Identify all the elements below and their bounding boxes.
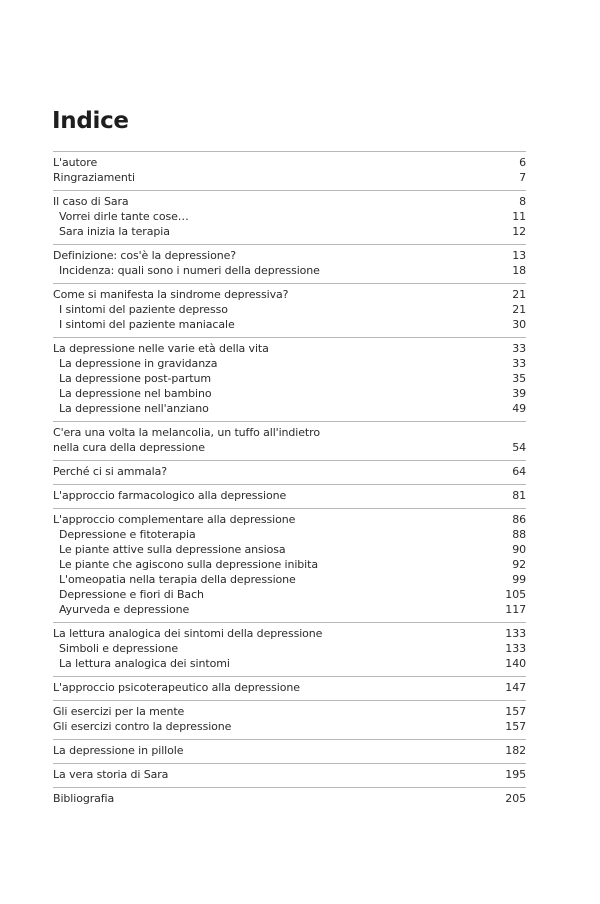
toc-page-number: 140: [505, 657, 526, 670]
toc-subentry: [53, 356, 526, 371]
toc-entry-title: La depressione in pillole: [53, 744, 184, 757]
toc-subentry: [53, 641, 526, 656]
toc-subentry: [53, 656, 526, 671]
toc-entry: [53, 194, 526, 209]
toc-page-number: 105: [505, 588, 526, 601]
toc-entry-title: I sintomi del paziente maniacale: [59, 318, 235, 331]
toc-page-number: 49: [512, 402, 526, 415]
toc-entry-title: Gli esercizi contro la depressione: [53, 720, 232, 733]
toc-subentry: [53, 371, 526, 386]
toc-entry-title: Come si manifesta la sindrome depressiva?: [53, 288, 289, 301]
toc-entry: [53, 791, 526, 806]
toc-page-number: 157: [505, 705, 526, 718]
toc-page-number: 13: [512, 249, 526, 262]
toc-entry-title: Simboli e depressione: [59, 642, 179, 655]
toc-entry: [53, 512, 526, 527]
toc-page-number: 21: [512, 288, 526, 301]
toc-entry-title: Vorrei dirle tante cose…: [59, 210, 189, 223]
toc-section: [53, 739, 526, 763]
page-title: Indice: [52, 108, 129, 134]
toc-page-number: 33: [512, 342, 526, 355]
toc-section: [53, 283, 526, 337]
toc-entry-title: Incidenza: quali sono i numeri della depressione: [59, 264, 320, 277]
toc-page-number: 81: [512, 489, 526, 502]
toc-entry-title: La vera storia di Sara: [53, 768, 169, 781]
toc-page-number: 147: [505, 681, 526, 694]
toc-subentry: [53, 224, 526, 239]
toc-section: [53, 460, 526, 484]
toc-entry-title: L'omeopatia nella terapia della depressione: [59, 573, 296, 586]
toc-subentry: [53, 542, 526, 557]
toc-section: [53, 337, 526, 421]
toc-page-number: 182: [505, 744, 526, 757]
toc-page-number: 7: [519, 171, 526, 184]
toc-subentry: [53, 587, 526, 602]
toc-entry: [53, 719, 526, 734]
toc-page-number: 54: [512, 441, 526, 454]
toc-entry-title: Le piante che agiscono sulla depressione inibita: [59, 558, 318, 571]
toc-page-number: 157: [505, 720, 526, 733]
toc-entry: [53, 743, 526, 758]
toc-entry-title: Gli esercizi per la mente: [53, 705, 185, 718]
toc-entry-title: Bibliografia: [53, 792, 115, 805]
toc-page-number: 35: [512, 372, 526, 385]
toc-entry-title: Le piante attive sulla depressione ansiosa: [59, 543, 286, 556]
toc-entry-title: La depressione nel bambino: [59, 387, 212, 400]
toc-page-number: 6: [519, 156, 526, 169]
toc-section: [53, 190, 526, 244]
toc-page-number: 195: [505, 768, 526, 781]
toc-entry: [53, 680, 526, 695]
toc-entry-title: C'era una volta la melancolia, un tuffo all'indietro nella cura della depressione: [53, 426, 320, 454]
toc-subentry: [53, 572, 526, 587]
toc-entry: [53, 170, 526, 185]
toc-entry: [53, 248, 526, 263]
toc-page-number: 11: [512, 210, 526, 223]
toc-entry: [53, 626, 526, 641]
toc-page-number: 92: [512, 558, 526, 571]
toc-page-number: 205: [505, 792, 526, 805]
toc-subentry: [53, 386, 526, 401]
toc-section: [53, 508, 526, 622]
toc-entry-title: L'approccio farmacologico alla depressione: [53, 489, 287, 502]
toc-subentry: [53, 401, 526, 416]
toc-entry: [53, 464, 526, 479]
toc-section: [53, 244, 526, 283]
toc-page-number: 39: [512, 387, 526, 400]
toc-subentry: [53, 209, 526, 224]
toc-subentry: [53, 302, 526, 317]
toc-entry: [53, 155, 526, 170]
toc-entry-title: Ayurveda e depressione: [59, 603, 190, 616]
toc-page-number: 30: [512, 318, 526, 331]
toc-entry-title: La lettura analogica dei sintomi della depressione: [53, 627, 323, 640]
toc-section: [53, 676, 526, 700]
table-of-contents: [53, 151, 526, 811]
toc-page-number: 12: [512, 225, 526, 238]
toc-section: [53, 151, 526, 190]
toc-entry: [53, 704, 526, 719]
toc-page-number: 90: [512, 543, 526, 556]
toc-section: [53, 763, 526, 787]
toc-page-number: 99: [512, 573, 526, 586]
toc-page-number: 64: [512, 465, 526, 478]
toc-entry-title: L'approccio psicoterapeutico alla depressione: [53, 681, 300, 694]
toc-entry-title: La depressione nelle varie età della vita: [53, 342, 269, 355]
toc-page-number: 88: [512, 528, 526, 541]
toc-subentry: [53, 557, 526, 572]
toc-entry-title: Depressione e fitoterapia: [59, 528, 196, 541]
toc-page-number: 86: [512, 513, 526, 526]
toc-entry: [53, 287, 526, 302]
toc-section: [53, 700, 526, 739]
toc-entry-title: La depressione nell'anziano: [59, 402, 209, 415]
toc-entry-title: I sintomi del paziente depresso: [59, 303, 228, 316]
toc-subentry: [53, 317, 526, 332]
toc-entry-title: Definizione: cos'è la depressione?: [53, 249, 236, 262]
toc-section: [53, 484, 526, 508]
toc-section: [53, 787, 526, 811]
toc-entry-title: Sara inizia la terapia: [59, 225, 170, 238]
toc-entry-title: Ringraziamenti: [53, 171, 135, 184]
toc-subentry: [53, 602, 526, 617]
toc-entry-title: La lettura analogica dei sintomi: [59, 657, 230, 670]
toc-section: [53, 421, 526, 460]
toc-page-number: 133: [505, 627, 526, 640]
toc-entry: [53, 425, 526, 455]
toc-section: [53, 622, 526, 676]
toc-page-number: 33: [512, 357, 526, 370]
toc-entry-title: La depressione in gravidanza: [59, 357, 218, 370]
toc-entry-title: La depressione post-partum: [59, 372, 212, 385]
toc-entry-title: L'autore: [53, 156, 98, 169]
toc-page-number: 21: [512, 303, 526, 316]
toc-subentry: [53, 263, 526, 278]
toc-page-number: 18: [512, 264, 526, 277]
toc-entry-title: Depressione e fiori di Bach: [59, 588, 204, 601]
toc-entry: [53, 488, 526, 503]
toc-entry: [53, 341, 526, 356]
toc-entry: [53, 767, 526, 782]
toc-entry-title: L'approccio complementare alla depressione: [53, 513, 296, 526]
toc-page-number: 117: [505, 603, 526, 616]
toc-entry-title: Perché ci si ammala?: [53, 465, 168, 478]
toc-subentry: [53, 527, 526, 542]
toc-entry-title: Il caso di Sara: [53, 195, 129, 208]
toc-page-number: 133: [505, 642, 526, 655]
toc-page-number: 8: [519, 195, 526, 208]
